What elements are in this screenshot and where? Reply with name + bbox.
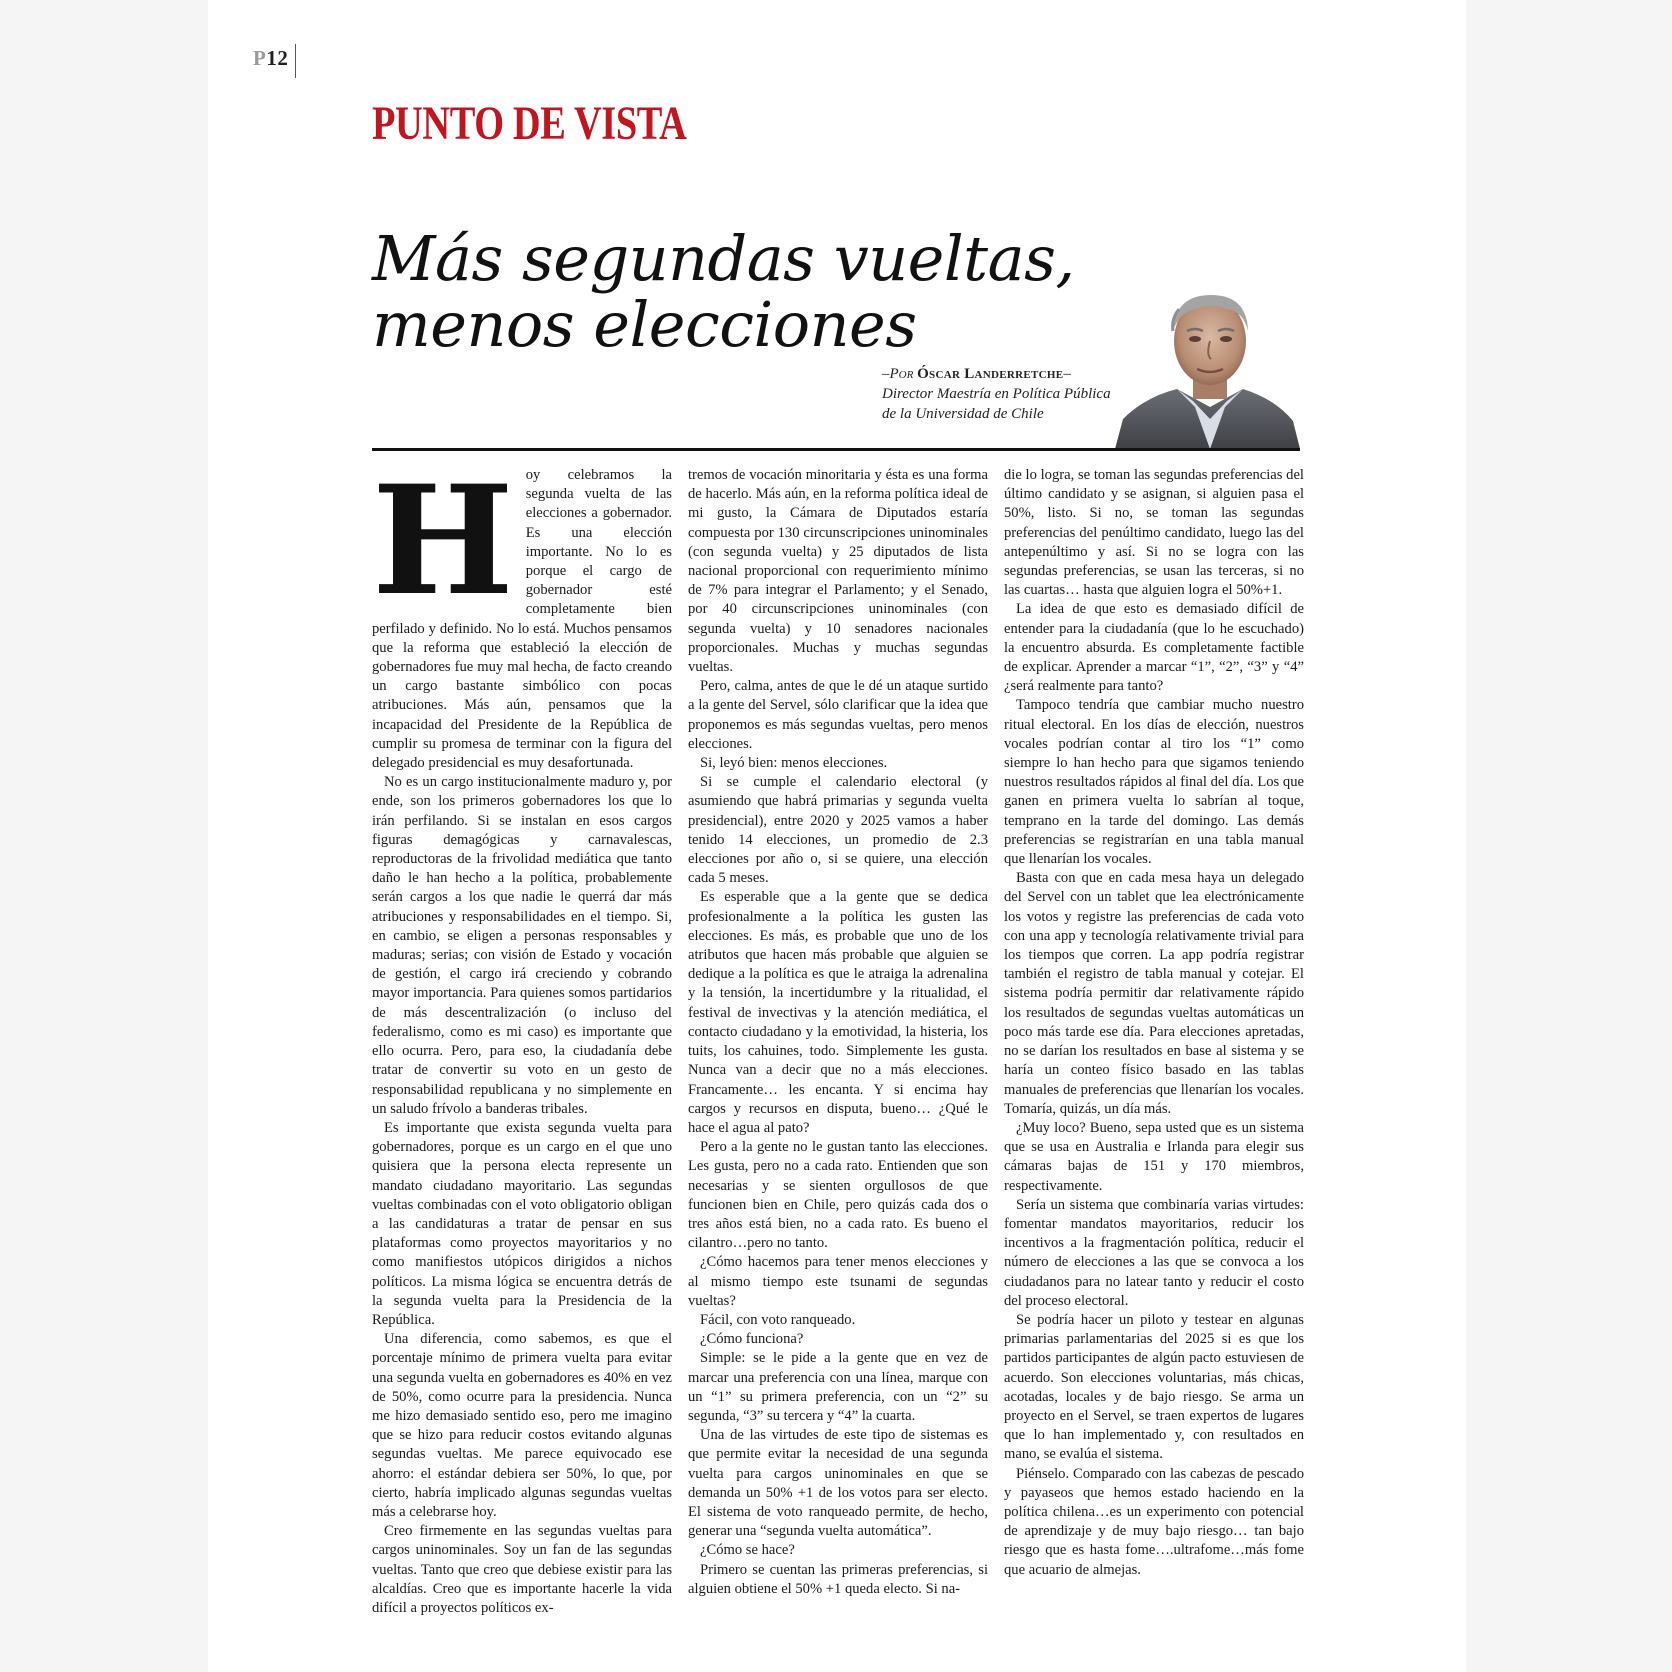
paragraph: Una de las virtudes de este tipo de sistemas es que permite evitar la necesidad de una segunda vuelta para cargos uninominales en que se demanda un 50% +1 de los votos para ser electo. El sistema de voto ranqueado permite, de hecho, generar una “segunda vuelta automática”. [688, 1427, 988, 1540]
drop-cap: H [372, 453, 514, 629]
paragraph: Si, leyó bien: menos elecciones. [700, 755, 888, 772]
page-number [253, 46, 288, 71]
title-line-2: menos elecciones [372, 287, 917, 361]
paragraph: Pero a la gente no le gustan tanto las elecciones. Les gusta, pero no a cada rato. Entienden que son necesarias y se sienten orgullosos de que funcionen bien en Chile, pero quizás cada dos o tres años está bien, no a cada rato. Es bueno el cilantro…pero no tanto. [688, 1139, 988, 1252]
paragraph: No es un cargo institucionalmente maduro y, por ende, son los primeros gobernadores los que lo irán perfilando. Si se instalan en esos cargos figuras demagógicas y carnavalescas, reproductoras de la frivolidad mediática que tanto daño le han hecho a la política, probablemente serán cargos a los que nadie le querrá dar más atribuciones y responsabilidades en el tiempo. Si, en cambio, se eligen a personas responsables y maduras; serias; con visión de Estado y vocación de gestión, el cargo irá creciendo y cobrando mayor importancia. Para quienes somos partidarios de más descentralización (o incluso del federalismo, como es mi caso) es importante que ello ocurra. Pero, para eso, la ciudadanía debe tratar de convertir su voto en un gesto de responsabilidad republicana y no simplemente en un saludo frívolo a banderas tribales. [372, 774, 672, 1117]
paragraph: ¿Cómo hacemos para tener menos elecciones y al mismo tiempo este tsunami de segundas vueltas? [688, 1254, 988, 1309]
paragraph: tremos de vocación minoritaria y ésta es una forma de hacerlo. Más aún, en la reforma política ideal de mi gusto, la Cámara de Diputados estaría compuesta por 130 circunscripciones uninominales (con segunda vuelta) y 25 diputados de lista nacional proporcional con requerimiento mínimo de 7% para integrar el Parlamento; y el Senado, por 40 circunscripciones uninominales (con segunda vuelta) y 10 senadores nacionales proporcionales. Muchas y muchas segundas vueltas. [688, 467, 988, 676]
paragraph: die lo logra, se toman las segundas preferencias del último candidato y se asignan, si alguien pasa el 50%, listo. Si no, se toman las segundas preferencias del penúltimo candidato, luego las del antepenúltimo y así. Si no se logra con las segundas preferencias, se usan las terceras, si no las cuartas… hasta que alguien logra el 50%+1. [1004, 467, 1304, 599]
paragraph: Pero, calma, antes de que le dé un ataque surtido a la gente del Servel, sólo clarificar que la idea que proponemos es más segundas vueltas, pero menos elecciones. [688, 678, 988, 752]
article-column-2 [688, 466, 988, 1599]
paragraph: oy celebramos la segunda vuelta de las elecciones a gobernador. Es una elección importante. No lo es porque el cargo de gobernador esté completamente bien perfilado y definido. No lo está. Muchos pensamos que la reforma que estableció la elección de gobernadores fue muy mal hecha, de facto creando un cargo bastante simbólico con pocas atribuciones. Más aún, pensamos que la incapacidad del Presidente de la República de cumplir su promesa de terminar con la figura del delegado presidencial es muy desafortunada. [372, 467, 672, 772]
author-portrait [1115, 289, 1300, 449]
paragraph: Simple: se le pide a la gente que en vez de marcar una preferencia con una línea, marque con un “1” su primera preferencia, con un “2” su segunda, “3” su tercera y “4” la cuarta. [688, 1350, 988, 1424]
paragraph: ¿Muy loco? Bueno, sepa usted que es un sistema que se usa en Australia e Irlanda para elegir sus cámaras bajas de 151 y 170 miembros, respectivamente. [1004, 1119, 1304, 1194]
author-role-line-1: Director Maestría en Política Pública [882, 386, 1111, 402]
author-role-line-2: de la Universidad de Chile [882, 406, 1044, 422]
paragraph: Sería un sistema que combinaría varias virtudes: fomentar mandatos mayoritarios, reducir los incentivos a la fragmentación política, reducir el número de elecciones a las que se convoca a los ciudadanos para no latear tanto y reducir el costo del proceso electoral. [1004, 1196, 1304, 1309]
paragraph: Basta con que en cada mesa haya un delegado del Servel con un tablet que lea electrónicamente los votos y registre las preferencias de cada voto con una app y tecnología relativamente trivial para los tiempos que corren. La app podría registrar también el registro de tabla manual y cotejar. El sistema podría permitir dar relativamente rápido los resultados de segundas vueltas automáticas un poco más tarde ese día. Para elecciones apretadas, no se darían los resultados en base al sistema y se haría un conteo físico basado en las tablas manuales de preferencias que llenarían los vocales. Tomaría, quizás, un día más. [1004, 870, 1304, 1117]
page-number-prefix: P [253, 46, 267, 70]
paragraph: Piénselo. Comparado con las cabezas de pescado y payaseos que hemos estado haciendo en la política chilena…es un experimento con potencial de aprendizaje y de muy bajo riesgo… tan bajo riesgo que es hasta fome….ultrafome…más fome que acuario de almejas. [1004, 1465, 1304, 1578]
paragraph: Una diferencia, como sabemos, es que el porcentaje mínimo de primera vuelta para evitar una segunda vuelta en gobernadores es 40% en vez de 50%, como ocurre para la presidencia. Nunca me hizo demasiado sentido eso, pero me imagino que se hizo para reducir costos evitando algunas segundas vueltas. Me parece equivocado ese ahorro: el estándar debiera ser 50%, lo que, por cierto, habría implicado algunas segundas vueltas más a celebrarse hoy. [372, 1331, 672, 1520]
paragraph: ¿Cómo se hace? [700, 1542, 795, 1559]
paragraph: Si se cumple el calendario electoral (y asumiendo que habrá primarias y segunda vuelta presidencial), entre 2020 y 2025 vamos a haber tenido 14 elecciones, un promedio de 2.3 elecciones por año o, si se quiere, una elección cada 5 meses. [688, 774, 988, 887]
page-number-value: 12 [266, 46, 289, 70]
article-title [372, 221, 1075, 361]
paragraph: Fácil, con voto ranqueado. [700, 1311, 856, 1328]
paragraph: La idea de que esto es demasiado difícil de entender para la ciudadanía (que lo he escuchado) la encuentro absurda. Es completamente factible de explicar. Aprender a marcar “1”, “2”, “3” y “4” ¿será realmente para tanto? [1004, 601, 1304, 695]
paragraph: Primero se cuentan las primeras preferencias, si alguien obtiene el 50% +1 queda electo. Si na- [688, 1561, 988, 1597]
byline-author-line [882, 364, 1111, 384]
byline-prefix: –Por [882, 366, 918, 382]
article-column-3 [1004, 466, 1304, 1580]
paragraph: ¿Cómo funciona? [700, 1331, 804, 1348]
byline [882, 364, 1111, 424]
paragraph: Es esperable que a la gente que se dedica profesionalmente a la política les gusten las elecciones. Es más, es probable que uno de los atributos que hacen más probable que alguien se dedique a la política es que le atraiga la adrenalina y la tensión, la incertidumbre y la ritualidad, el festival de invectivas y la atención mediática, el contacto ciudadano y la emotividad, la histeria, los tuits, los cahuines, todo. Simplemente les gusta. Nunca van a decir que no a más elecciones. Francamente… les encanta. Y si encima hay cargos y recursos en disputa, bueno… ¿Qué le hace el agua al pato? [688, 889, 988, 1136]
article-column-1 [372, 453, 672, 1618]
header-rule [372, 448, 1300, 451]
section-header: PUNTO DE VISTA [372, 97, 687, 150]
byline-suffix: – [1063, 366, 1071, 382]
paragraph: Tampoco tendría que cambiar mucho nuestro ritual electoral. En los días de elección, nuestros vocales podrían contar al tiro los “1” como siempre lo han hecho para que sigamos teniendo nuestros resultados rápidos al final del día. Los que ganen en primera vuelta lo sabrían al toque, temprano en la tarde del domingo. Las demás preferencias se registrarían en una tabla manual que llenarían los vocales. [1004, 697, 1304, 868]
paragraph: Creo firmemente en las segundas vueltas para cargos uninominales. Soy un fan de las segundas vueltas. Tanto que creo que debiese existir para las alcaldías. Creo que es importante hacerle la vida difícil a proyectos políticos ex- [372, 1523, 672, 1616]
page-number-divider [295, 44, 296, 78]
author-name: Óscar Landerretche [917, 366, 1064, 382]
paragraph: Es importante que exista segunda vuelta para gobernadores, porque es un cargo en el que uno quisiera que la persona electa represente un mandato ciudadano mayoritario. Las segundas vueltas combinadas con el voto obligatorio obligan a las candidaturas a tratar de pensar en sus plataformas como proyectos mayoritarios y no como manifiestos utópicos dirigidos a nichos políticos. La misma lógica se encuentra detrás de la segunda vuelta para la Presidencia de la República. [372, 1119, 672, 1328]
paragraph: Se podría hacer un piloto y testear en algunas primarias parlamentarias del 2025 si es que los partidos participantes de algún pacto estuviesen de acuerdo. Son elecciones voluntarias, más chicas, acotadas, locales y de bajo riesgo. Se arma un proyecto en el Servel, se traen expertos de lugares que lo han implementado y, con resultados en mano, se evalúa el sistema. [1004, 1311, 1304, 1463]
title-line-1: Más segundas vueltas, [372, 221, 1075, 295]
